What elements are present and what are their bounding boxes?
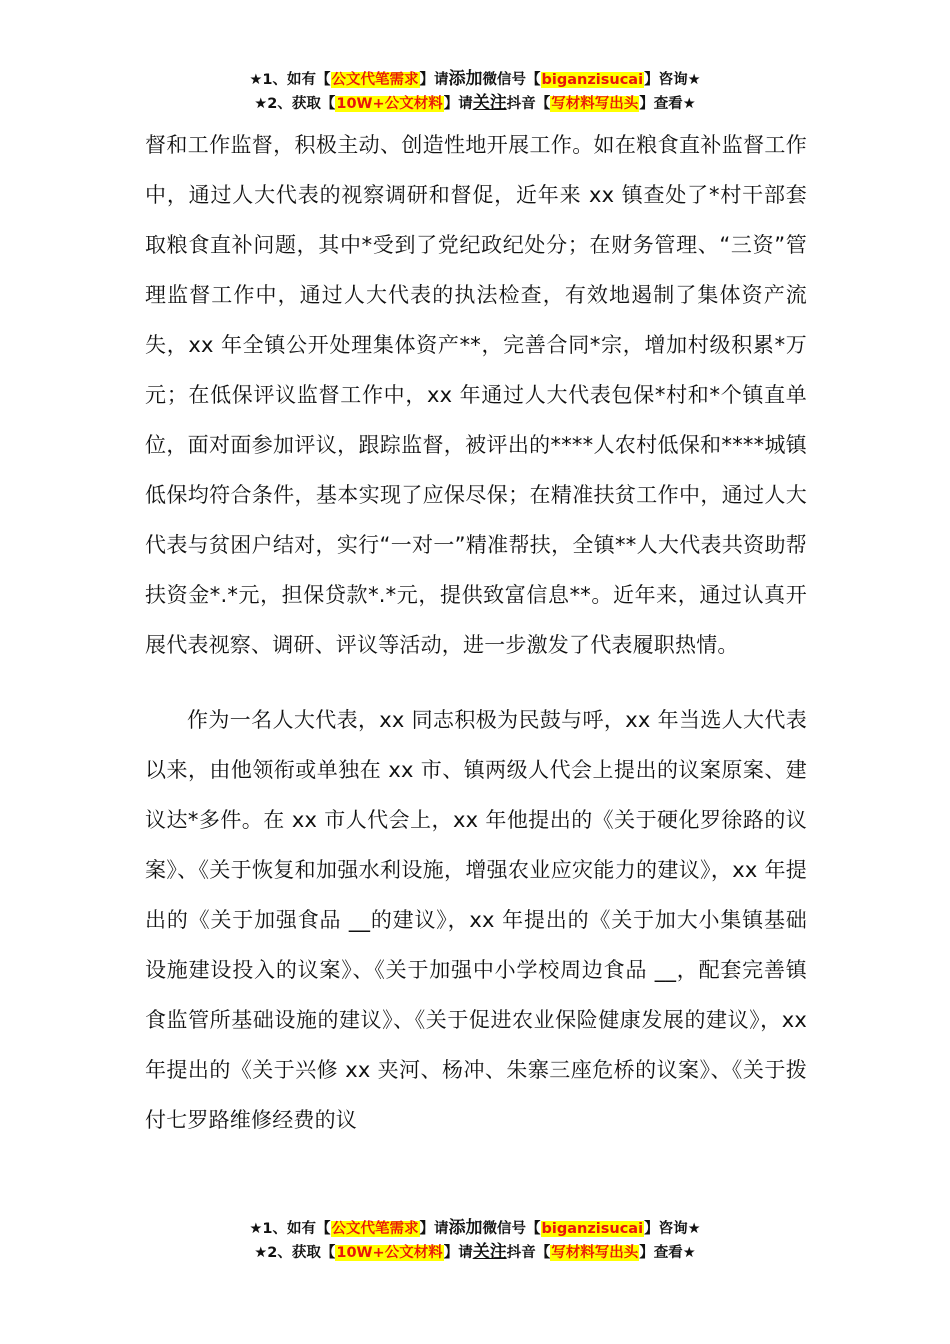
highlight-text: 公文代笔需求 <box>331 1221 419 1237</box>
banner-text: 抖音【 <box>506 1245 551 1261</box>
banner-text: 微信号【 <box>482 1221 541 1237</box>
wechat-id: biganzisucai <box>541 72 644 88</box>
banner-text: ★1、如有【 <box>249 72 331 88</box>
banner-line-1 <box>0 68 950 92</box>
banner-text: 】请 <box>419 1221 449 1237</box>
highlight-text: 公文代笔需求 <box>331 72 419 88</box>
highlight-text: 10W+公文材料 <box>336 1245 443 1261</box>
banner-text: ★2、获取【 <box>254 96 336 112</box>
document-body <box>145 120 807 1145</box>
banner-text: 】请 <box>419 72 449 88</box>
banner-text: ★1、如有【 <box>249 1221 331 1237</box>
banner-bold-word: 添加 <box>448 1218 483 1238</box>
paragraph: 作为一名人大代表，xx 同志积极为民鼓与呼，xx 年当选人大代表以来，由他领衔或单独在 xx 市、镇两级人代会上提出的议案原案、建议达*多件。在 xx 市人代会上，xx 年他提出的《关于硬化罗徐路的议案》、《关于恢复和加强水利设施，增强农业应灾能力的建议》，xx 年提出的《关于加强食品 __的建议》，xx 年提出的《关于加大小集镇基础设施建设投入的议案》、《关于加强中小学校周边食品 __，配套完善镇食监管所基础设施的建议》、《关于促进农业保险健康发展的建议》，xx 年提出的《关于兴修 xx 夹河、杨冲、朱寨三座危桥的议案》、《关于拨付七罗路维修经费的议 <box>145 708 807 1132</box>
douyin-id: 写材料写出头 <box>551 96 639 112</box>
banner-text: 】咨询★ <box>644 72 701 88</box>
banner-bold-word: 添加 <box>448 69 483 89</box>
banner-line-2 <box>0 92 950 116</box>
banner-text: 】请 <box>443 96 473 112</box>
banner-text: 】请 <box>443 1245 473 1261</box>
highlight-text: 10W+公文材料 <box>336 96 443 112</box>
banner-text: 】咨询★ <box>644 1221 701 1237</box>
banner-line-1 <box>0 1217 950 1241</box>
banner-text: 】查看★ <box>639 1245 696 1261</box>
paragraph: 督和工作监督，积极主动、创造性地开展工作。如在粮食直补监督工作中，通过人大代表的视察调研和督促，近年来 xx 镇查处了*村干部套取粮食直补问题，其中*受到了党纪政纪处分；在财务管理、“三资”管理监督工作中，通过人大代表的执法检查，有效地遏制了集体资产流失，xx 年全镇公开处理集体资产**，完善合同*宗，增加村级积累*万元；在低保评议监督工作中，xx 年通过人大代表包保*村和*个镇直单位，面对面参加评议，跟踪监督，被评出的****人农村低保和****城镇低保均符合条件，基本实现了应保尽保；在精准扶贫工作中，通过人大代表与贫困户结对，实行“一对一”精准帮扶，全镇**人大代表共资助帮扶资金*.*元，担保贷款*.*元，提供致富信息**。近年来，通过认真开展代表视察、调研、评议等活动，进一步激发了代表履职热情。 <box>145 133 807 657</box>
banner-text: 】查看★ <box>639 96 696 112</box>
douyin-id: 写材料写出头 <box>551 1245 639 1261</box>
banner-underline-word: 关注 <box>472 1242 507 1262</box>
banner-underline-word: 关注 <box>472 93 507 113</box>
banner-text: 抖音【 <box>506 96 551 112</box>
banner-line-2 <box>0 1241 950 1265</box>
footer-banner <box>0 1217 950 1265</box>
wechat-id: biganzisucai <box>541 1221 644 1237</box>
banner-text: 微信号【 <box>482 72 541 88</box>
header-banner <box>0 68 950 116</box>
banner-text: ★2、获取【 <box>254 1245 336 1261</box>
